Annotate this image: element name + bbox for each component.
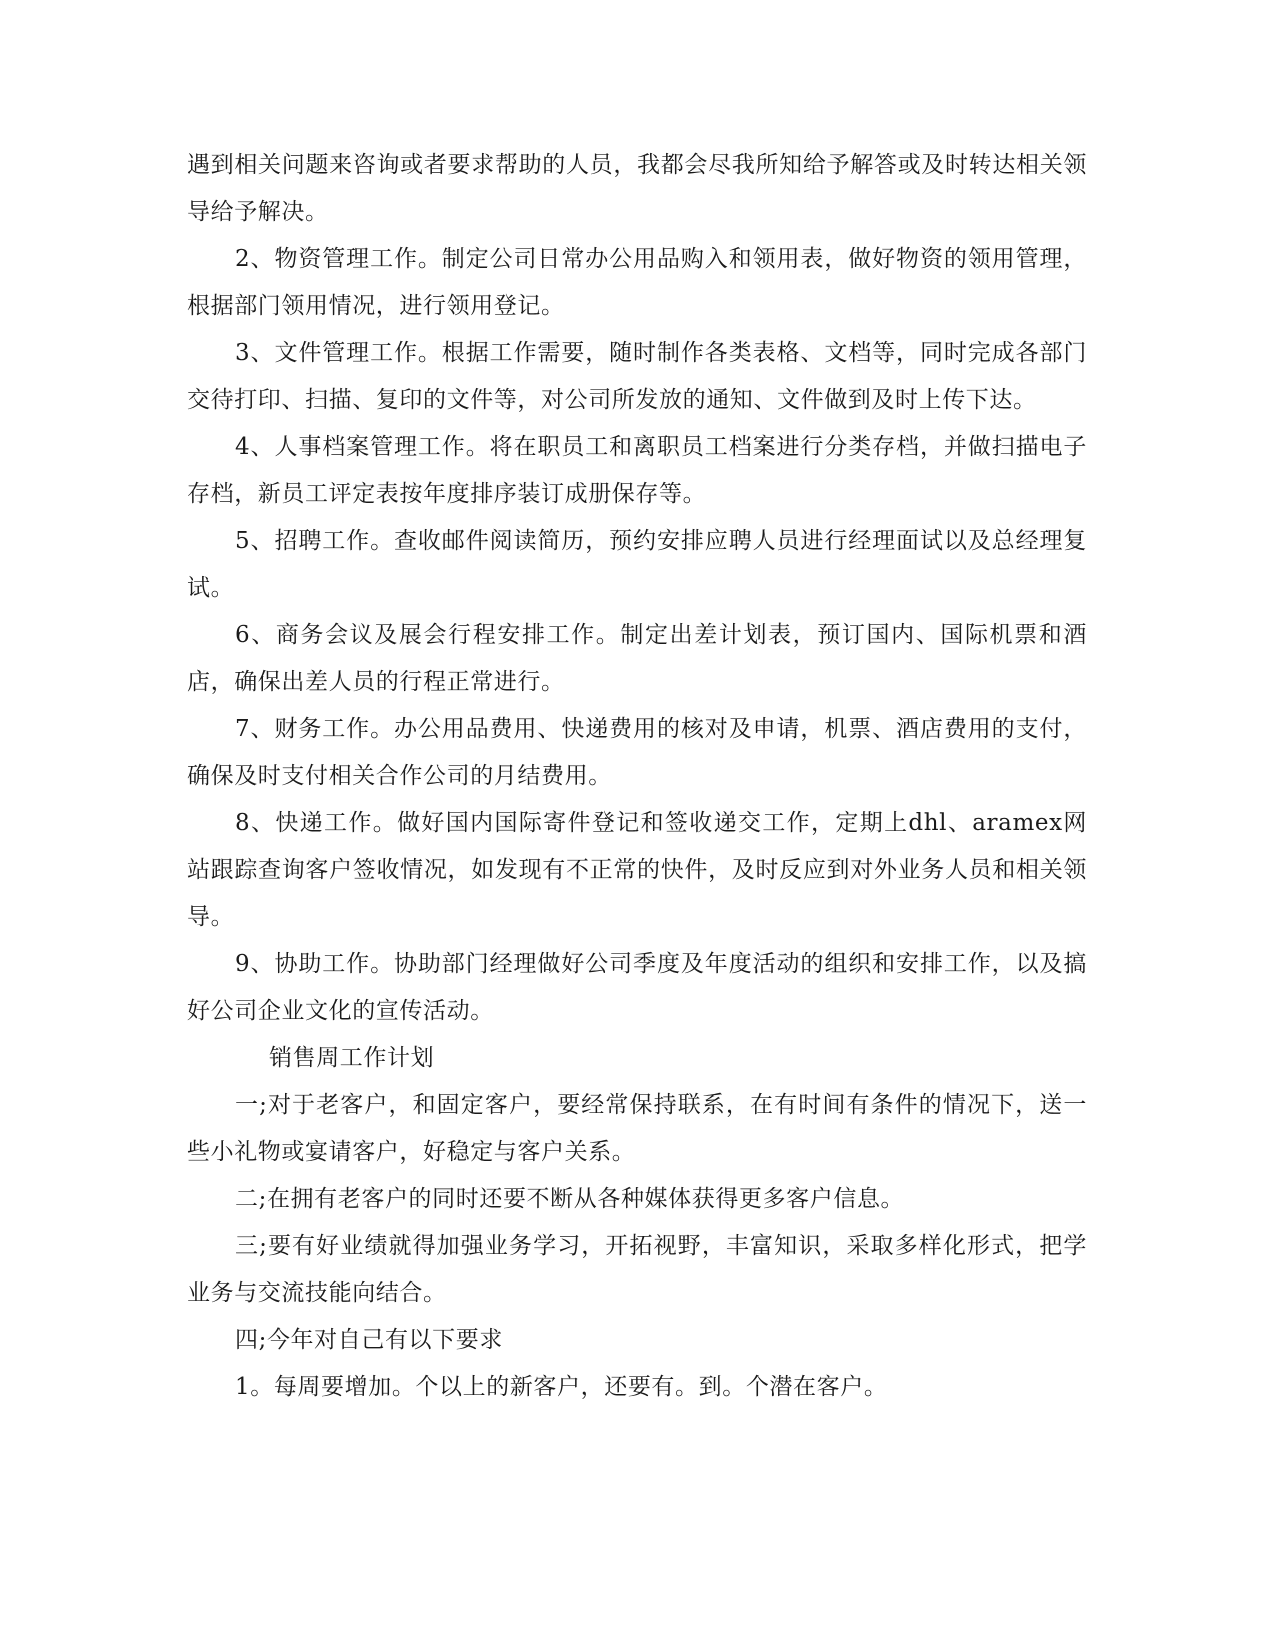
paragraph-item-3: 3、文件管理工作。根据工作需要，随时制作各类表格、文档等，同时完成各部门交待打印、扫描、复印的文件等，对公司所发放的通知、文件做到及时上传下达。 [187,340,1087,413]
paragraph-item-7: 7、财务工作。办公用品费用、快递费用的核对及申请，机票、酒店费用的支付，确保及时支付相关合作公司的月结费用。 [187,716,1087,789]
section-heading: 销售周工作计划 [269,1045,435,1071]
paragraph-continued: 遇到相关问题来咨询或者要求帮助的人员，我都会尽我所知给予解答或及时转达相关领导给予解决。 [187,152,1087,225]
plan-item-2: 二;在拥有老客户的同时还要不断从各种媒体获得更多客户信息。 [235,1186,905,1212]
paragraph-item-2: 2、物资管理工作。制定公司日常办公用品购入和领用表，做好物资的领用管理，根据部门领用情况，进行领用登记。 [187,246,1087,319]
requirement-item-1: 1。每周要增加。个以上的新客户，还要有。到。个潜在客户。 [235,1374,888,1400]
paragraph-item-9: 9、协助工作。协助部门经理做好公司季度及年度活动的组织和安排工作，以及搞好公司企业文化的宣传活动。 [187,951,1087,1024]
plan-item-1: 一;对于老客户，和固定客户，要经常保持联系，在有时间有条件的情况下，送一些小礼物或宴请客户，好稳定与客户关系。 [187,1092,1087,1165]
document-body [187,142,1087,1411]
paragraph-item-6: 6、商务会议及展会行程安排工作。制定出差计划表，预订国内、国际机票和酒店，确保出差人员的行程正常进行。 [187,622,1087,695]
paragraph-item-4: 4、人事档案管理工作。将在职员工和离职员工档案进行分类存档，并做扫描电子存档，新员工评定表按年度排序装订成册保存等。 [187,434,1087,507]
plan-item-4: 四;今年对自己有以下要求 [235,1327,503,1353]
plan-item-3: 三;要有好业绩就得加强业务学习，开拓视野，丰富知识，采取多样化形式，把学业务与交流技能向结合。 [187,1233,1087,1306]
paragraph-item-5: 5、招聘工作。查收邮件阅读简历，预约安排应聘人员进行经理面试以及总经理复试。 [187,528,1087,601]
paragraph-item-8: 8、快递工作。做好国内国际寄件登记和签收递交工作，定期上dhl、aramex网站跟踪查询客户签收情况，如发现有不正常的快件，及时反应到对外业务人员和相关领导。 [187,810,1087,930]
